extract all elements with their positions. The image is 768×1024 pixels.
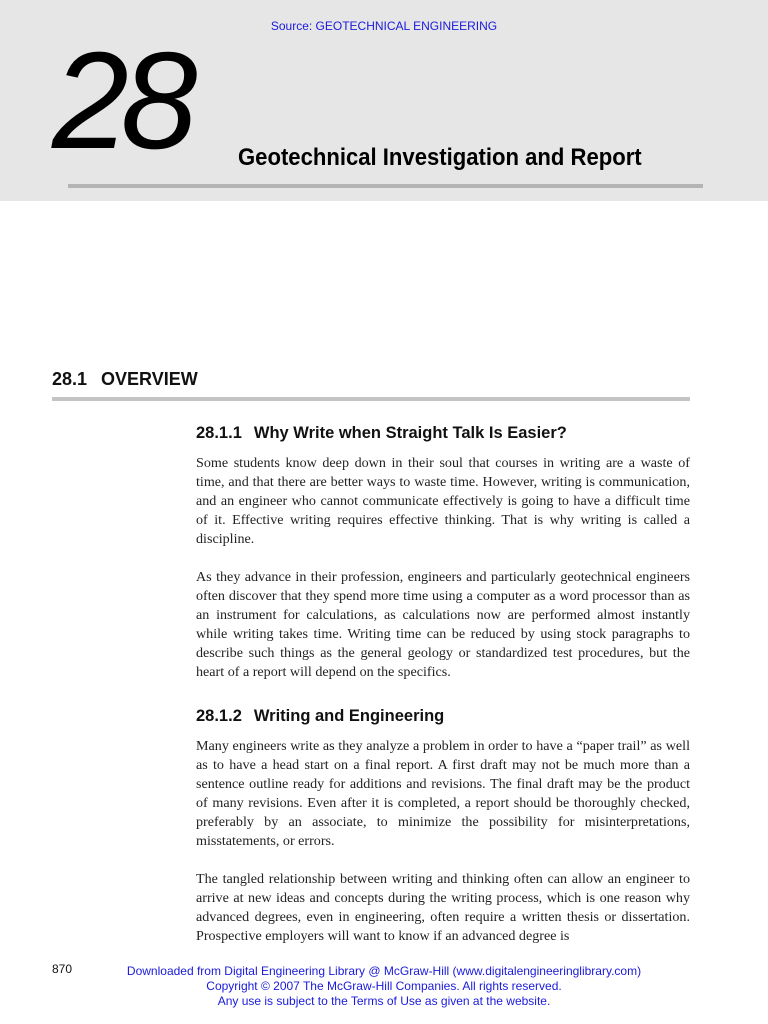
footer-download-link[interactable]: Downloaded from Digital Engineering Library @ McGraw-Hill (www.digitalengineeringlibrary.com) bbox=[126, 964, 642, 978]
footer-copyright: Copyright © 2007 The McGraw-Hill Companies. All rights reserved. bbox=[206, 979, 562, 993]
body-paragraph: As they advance in their profession, engineers and particularly geotechnical engineers often discover that they spend more time using a computer as a word processor than as an instrument for calculations, as calculations now are performed almost instantly while writing takes time. Writing time can be reduced by using stock paragraphs to describe such things as the general geology or standardized test procedures, but the heart of a report will depend on the specifics. bbox=[196, 569, 690, 680]
body-paragraph: Some students know deep down in their soul that courses in writing are a waste of time, and that there are better ways to waste time. However, writing is communication, and an engineer who cannot communicate effectively is going to have a difficult time of it. Effective writing requires effective thinking. That is why writing is called a discipline. bbox=[196, 455, 690, 547]
subsection-number: 28.1.2 bbox=[196, 707, 242, 725]
section-title: OVERVIEW bbox=[101, 369, 198, 389]
subsection-heading bbox=[196, 424, 567, 443]
page-number: 870 bbox=[52, 962, 73, 976]
footer-terms-link[interactable]: Any use is subject to the Terms of Use as given at the website. bbox=[217, 994, 551, 1008]
chapter-title: Geotechnical Investigation and Report bbox=[238, 144, 642, 171]
subsection-title: Writing and Engineering bbox=[253, 707, 445, 725]
body-paragraph: The tangled relationship between writing and thinking often can allow an engineer to arrive at new ideas and concepts during the writing process, which is one reason why advanced degrees, even in engineering, often require a written thesis or dissertation. Prospective employers will want to know if an advanced degree is bbox=[196, 871, 690, 944]
header-divider bbox=[68, 184, 703, 188]
source-line[interactable]: Source: GEOTECHNICAL ENGINEERING bbox=[270, 19, 498, 33]
footer bbox=[0, 964, 768, 1009]
subsection-heading bbox=[196, 707, 444, 726]
section-divider bbox=[52, 397, 690, 401]
subsection-number: 28.1.1 bbox=[196, 424, 242, 442]
body-paragraph: Many engineers write as they analyze a problem in order to have a “paper trail” as well as to have a head start on a final report. A first draft may not be much more than a sentence outline ready for additions and revisions. The final draft may be the product of many revisions. Even after it is completed, a report should be thoroughly checked, preferably by an associate, to minimize the possibility for misinterpretations, misstatements, or errors. bbox=[196, 738, 690, 849]
chapter-header-band bbox=[0, 0, 768, 201]
section-heading bbox=[52, 369, 198, 390]
subsection-title: Why Write when Straight Talk Is Easier? bbox=[253, 424, 567, 442]
section-number: 28.1 bbox=[52, 369, 88, 389]
chapter-number: 28 bbox=[52, 24, 190, 178]
